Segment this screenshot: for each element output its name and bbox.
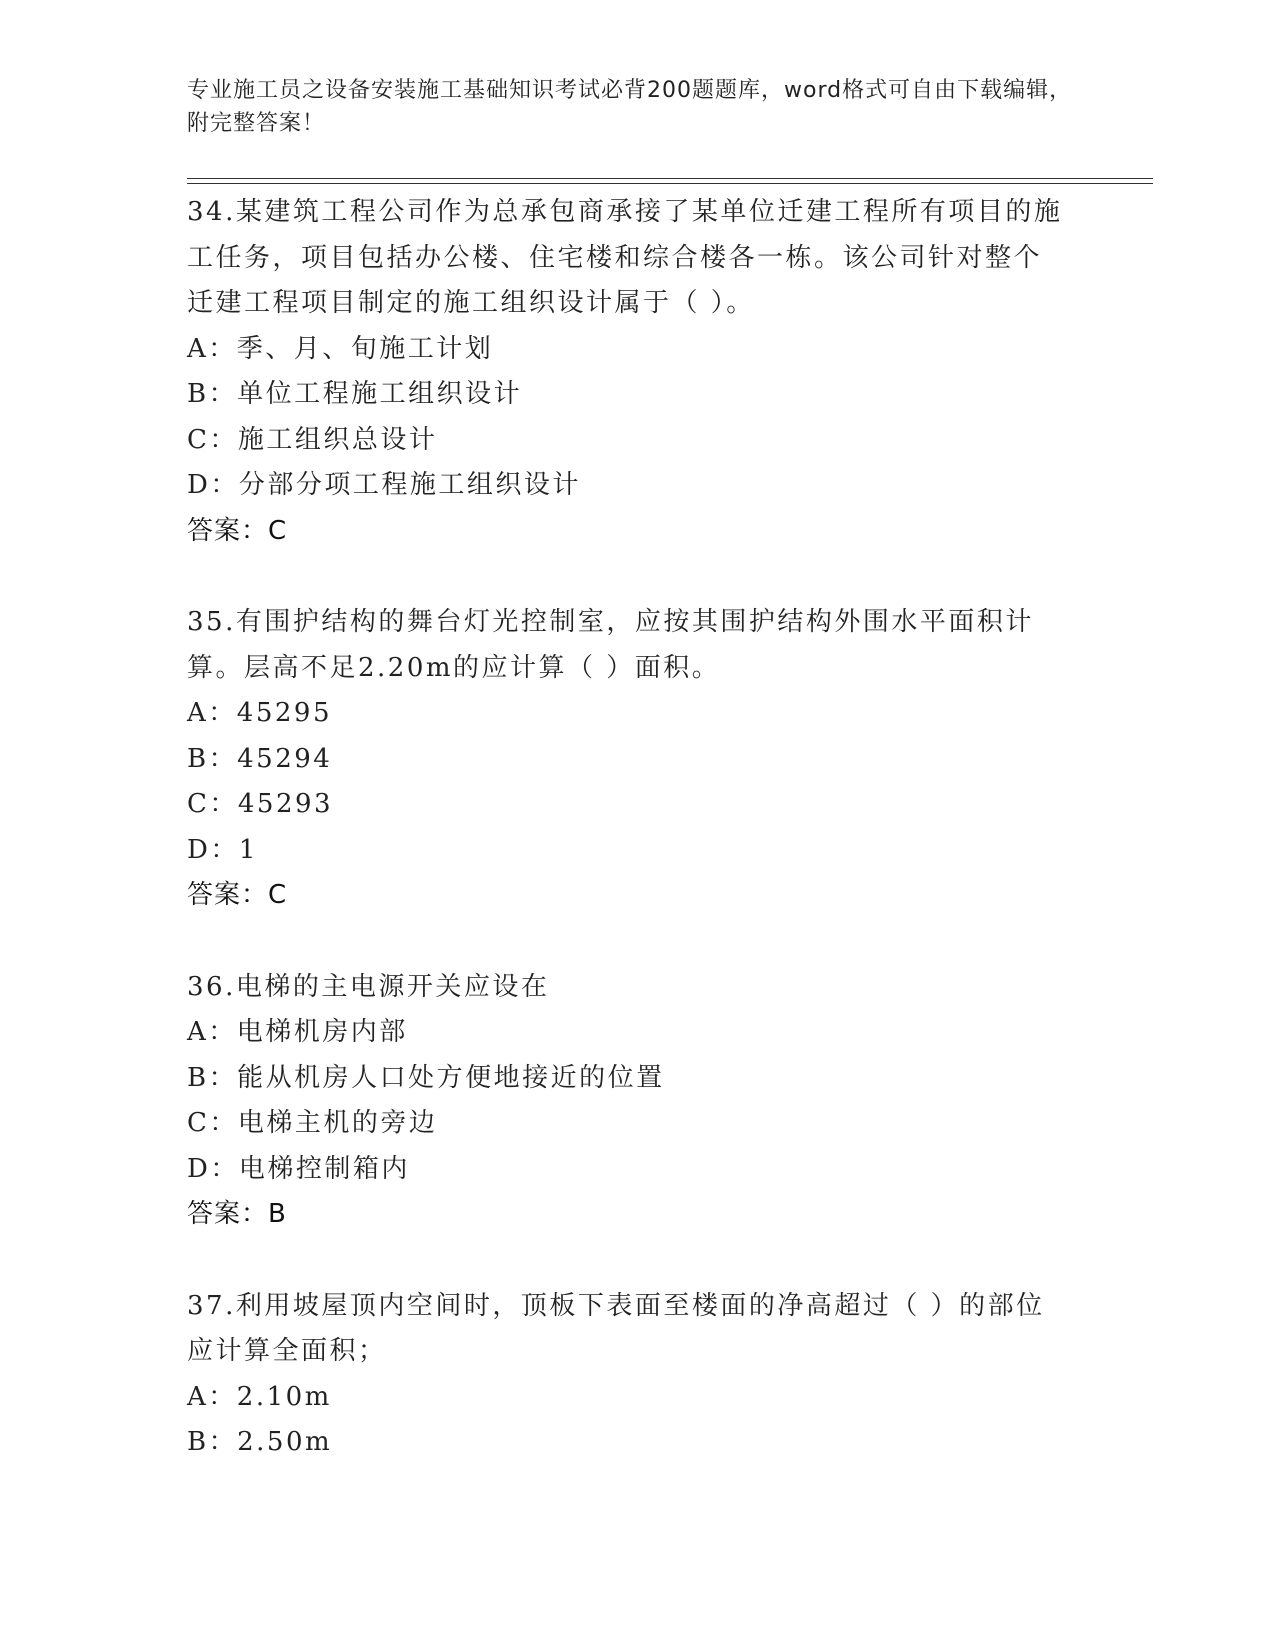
header-divider-bottom	[187, 183, 1153, 184]
question-text: 36.电梯的主电源开关应设在	[187, 971, 550, 1002]
document-header: 专业施工员之设备安装施工基础知识考试必背200题题库，word格式可自由下载编辑，附完整答案！	[187, 78, 1073, 136]
option-b: B：单位工程施工组织设计	[187, 379, 523, 409]
answer-label: 答案：C	[187, 515, 288, 546]
option-a: A：2.10m	[187, 1381, 332, 1412]
option-c: C：电梯主机的旁边	[187, 1108, 438, 1138]
question-36	[187, 965, 1087, 1238]
option-a: A：45295	[187, 698, 332, 728]
question-list	[187, 190, 1087, 1512]
question-text: 35.有围护结构的舞台灯光控制室，应按其围护结构外围水平面积计算。层高不足2.20m的应计算（ ）面积。	[187, 607, 1034, 683]
answer-label: 答案：B	[187, 1199, 287, 1229]
answer-label: 答案：C	[187, 880, 288, 910]
question-37	[187, 1284, 1087, 1466]
option-d: D：分部分项工程施工组织设计	[187, 470, 581, 500]
question-35	[187, 600, 1087, 919]
option-d: D：1	[187, 834, 258, 865]
header-divider-top	[187, 178, 1153, 179]
question-text: 34.某建筑工程公司作为总承包商承接了某单位迁建工程所有项目的施工任务，项目包括办公楼、住宅楼和综合楼各一栋。该公司针对整个迁建工程项目制定的施工组织设计属于（ ）。	[187, 197, 1063, 318]
option-d: D：电梯控制箱内	[187, 1153, 410, 1184]
option-a: A：季、月、旬施工计划	[187, 333, 494, 364]
option-c: C：施工组织总设计	[187, 424, 438, 455]
question-34	[187, 190, 1087, 554]
option-c: C：45293	[187, 789, 334, 819]
option-b: B：能从机房人口处方便地接近的位置	[187, 1062, 665, 1093]
question-text: 37.利用坡屋顶内空间时，顶板下表面至楼面的净高超过（ ）的部位应计算全面积；	[187, 1290, 1045, 1366]
option-b: B：45294	[187, 743, 333, 774]
option-b: B：2.50m	[187, 1427, 333, 1457]
option-a: A：电梯机房内部	[187, 1017, 408, 1047]
